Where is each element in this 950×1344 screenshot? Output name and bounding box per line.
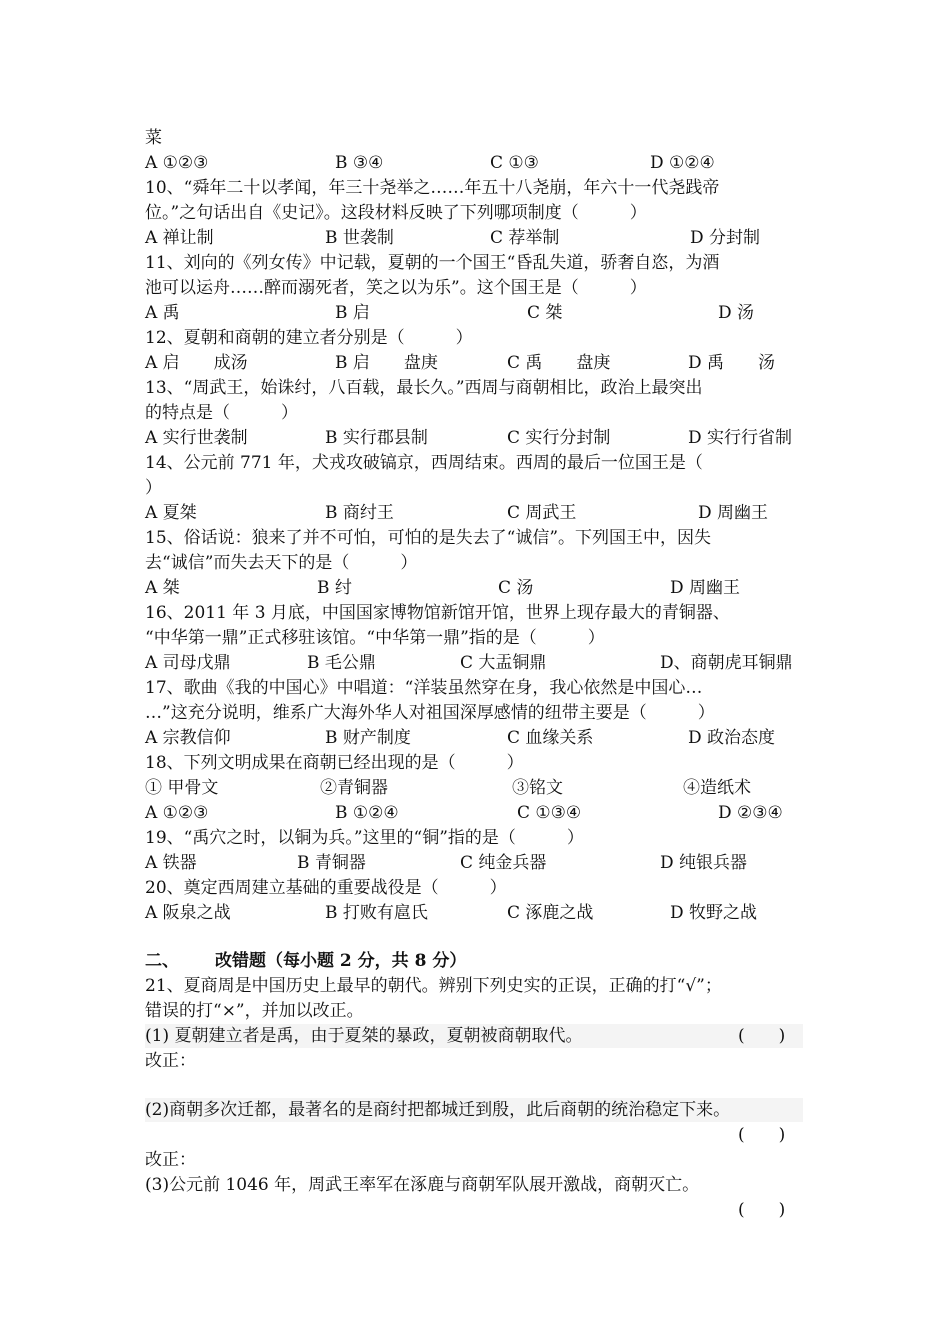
question-10-text: 位。”之句话出自《史记》。这段材料反映了下列哪项制度（ ） bbox=[145, 203, 647, 223]
option-b: B ③④ bbox=[335, 153, 384, 173]
question-19-text: 19、“禹穴之时，以铜为兵。”这里的“铜”指的是（ ） bbox=[145, 828, 584, 848]
question-15-text: 去“诚信”而失去天下的是（ ） bbox=[145, 553, 418, 573]
option-a: A 司母戊鼎 bbox=[145, 653, 231, 673]
option-c: C ①③④ bbox=[517, 803, 582, 823]
question-17-text: …”这充分说明，维系广大海外华人对祖国深厚感情的纽带主要是（ ） bbox=[145, 703, 715, 723]
option-b: B 启 bbox=[335, 303, 370, 323]
option-b: B 启 盘庚 bbox=[335, 353, 438, 373]
option-c: C 涿鹿之战 bbox=[507, 903, 594, 923]
answer-options bbox=[145, 501, 825, 525]
option-a: A 桀 bbox=[145, 578, 180, 598]
option-d: D 政治态度 bbox=[688, 728, 776, 748]
item-2: ②青铜器 bbox=[320, 778, 388, 798]
option-b: B 纣 bbox=[317, 578, 352, 598]
option-c: C 周武王 bbox=[507, 503, 577, 523]
question-13-text: 的特点是（ ） bbox=[145, 403, 298, 423]
answer-options bbox=[145, 726, 825, 750]
correction-label: 改正： bbox=[145, 1051, 196, 1071]
option-a: A ①②③ bbox=[145, 803, 209, 823]
option-b: B 毛公鼎 bbox=[307, 653, 376, 673]
option-c: C 禹 盘庚 bbox=[507, 353, 611, 373]
option-b: B 实行郡县制 bbox=[325, 428, 428, 448]
option-a: A 禹 bbox=[145, 303, 180, 323]
section-number: 二、 bbox=[145, 951, 179, 971]
question-14-text: 14、公元前 771 年，犬戎攻破镐京，西周结束。西周的最后一位国王是（ bbox=[145, 453, 703, 473]
option-b: B 打败有扈氏 bbox=[325, 903, 428, 923]
section-heading bbox=[145, 949, 466, 973]
option-d: D 周幽王 bbox=[698, 503, 769, 523]
option-d: D 汤 bbox=[718, 303, 755, 323]
option-a: A 夏桀 bbox=[145, 503, 197, 523]
question-11-text: 池可以运舟……醉而溺死者，笑之以为乐”。这个国王是（ ） bbox=[145, 278, 647, 298]
question-10-text: 10、“舜年二十以孝闻，年三十尧举之……年五十八尧崩，年六十一代尧践帝 bbox=[145, 178, 720, 198]
item-3: ③铭文 bbox=[512, 778, 563, 798]
question-13-text: 13、“周武王，始诛纣，八百载，最长久。”西周与商朝相比，政治上最突出 bbox=[145, 378, 703, 398]
option-d: D ①②④ bbox=[650, 153, 715, 173]
answer-blank[interactable]: ( ) bbox=[738, 1125, 786, 1145]
option-b: B 财产制度 bbox=[325, 728, 411, 748]
answer-options bbox=[145, 301, 825, 325]
question-14-text: ） bbox=[145, 478, 162, 498]
statement-1: (1) 夏朝建立者是禹，由于夏桀的暴政，夏朝被商朝取代。 bbox=[145, 1024, 803, 1048]
answer-blank[interactable]: ( ) bbox=[738, 1200, 786, 1220]
answer-options bbox=[145, 151, 825, 175]
option-a: A 宗教信仰 bbox=[145, 728, 231, 748]
option-d: D 禹 汤 bbox=[688, 353, 776, 373]
option-b: B 青铜器 bbox=[297, 853, 366, 873]
question-12-text: 12、夏朝和商朝的建立者分别是（ ） bbox=[145, 328, 473, 348]
question-20-text: 20、奠定西周建立基础的重要战役是（ ） bbox=[145, 878, 507, 898]
question-18-text: 18、下列文明成果在商朝已经出现的是（ ） bbox=[145, 753, 524, 773]
section-title: 改错题（每小题 2 分，共 8 分） bbox=[215, 951, 467, 971]
answer-options bbox=[145, 801, 825, 825]
option-d: D 周幽王 bbox=[670, 578, 741, 598]
answer-options bbox=[145, 576, 825, 600]
answer-options bbox=[145, 651, 825, 675]
option-a: A ①②③ bbox=[145, 153, 209, 173]
answer-options bbox=[145, 226, 825, 250]
answer-options bbox=[145, 851, 825, 875]
answer-options bbox=[145, 351, 825, 375]
option-c: C 纯金兵器 bbox=[460, 853, 547, 873]
item-4: ④造纸术 bbox=[683, 778, 751, 798]
option-b: B 商纣王 bbox=[325, 503, 394, 523]
answer-items bbox=[145, 776, 825, 800]
question-15-text: 15、俗话说：狼来了并不可怕，可怕的是失去了“诚信”。下列国王中，因失 bbox=[145, 528, 712, 548]
statement-2: (2)商朝多次迁都，最著名的是商纣把都城迁到殷，此后商朝的统治稳定下来。 bbox=[145, 1098, 803, 1122]
item-1: ① 甲骨文 bbox=[145, 778, 219, 798]
option-c: C 桀 bbox=[527, 303, 563, 323]
option-d: D 牧野之战 bbox=[670, 903, 758, 923]
answer-blank[interactable]: ( ) bbox=[738, 1026, 786, 1046]
option-d: D 分封制 bbox=[690, 228, 761, 248]
answer-options bbox=[145, 426, 825, 450]
question-17-text: 17、歌曲《我的中国心》中唱道：“洋装虽然穿在身，我心依然是中国心… bbox=[145, 678, 703, 698]
option-b: B 世袭制 bbox=[325, 228, 394, 248]
question-11-text: 11、刘向的《列女传》中记载，夏朝的一个国王“昏乱失道，骄奢自恣，为酒 bbox=[145, 253, 720, 273]
correction-label: 改正： bbox=[145, 1150, 196, 1170]
answer-options bbox=[145, 901, 825, 925]
text-line: 菜 bbox=[145, 128, 162, 148]
option-c: C 大盂铜鼎 bbox=[460, 653, 547, 673]
option-a: A 铁器 bbox=[145, 853, 197, 873]
option-c: C 血缘关系 bbox=[507, 728, 594, 748]
option-c: C ①③ bbox=[490, 153, 539, 173]
option-c: C 汤 bbox=[498, 578, 534, 598]
statement-3: (3)公元前 1046 年，周武王率军在涿鹿与商朝军队展开激战，商朝灭亡。 bbox=[145, 1175, 700, 1195]
option-a: A 实行世袭制 bbox=[145, 428, 248, 448]
option-a: A 启 成汤 bbox=[145, 353, 248, 373]
option-a: A 禅让制 bbox=[145, 228, 214, 248]
option-d: D ②③④ bbox=[718, 803, 783, 823]
option-d: D 实行行省制 bbox=[688, 428, 793, 448]
option-d: D 纯银兵器 bbox=[660, 853, 748, 873]
question-21-text: 错误的打“×”，并加以改正。 bbox=[145, 1001, 364, 1021]
option-c: C 荐举制 bbox=[490, 228, 560, 248]
option-b: B ①②④ bbox=[335, 803, 399, 823]
option-d: D、商朝虎耳铜鼎 bbox=[660, 653, 793, 673]
question-21-text: 21、夏商周是中国历史上最早的朝代。辨别下列史实的正误，正确的打“√”； bbox=[145, 976, 722, 996]
option-c: C 实行分封制 bbox=[507, 428, 611, 448]
question-16-text: 16、2011 年 3 月底，中国国家博物馆新馆开馆，世界上现存最大的青铜器、 bbox=[145, 603, 730, 623]
question-16-text: “中华第一鼎”正式移驻该馆。“中华第一鼎”指的是（ ） bbox=[145, 628, 605, 648]
option-a: A 阪泉之战 bbox=[145, 903, 231, 923]
